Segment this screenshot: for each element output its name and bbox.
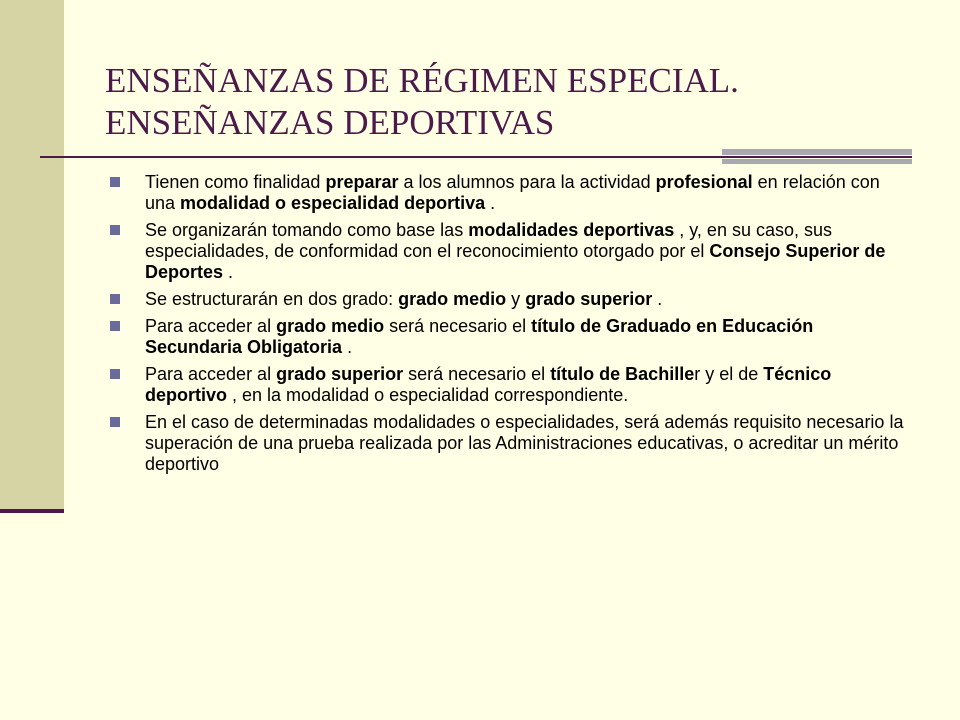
- title-underline: [40, 156, 912, 158]
- side-decoration-line: [0, 509, 64, 513]
- text-run: En el caso de determinadas modalidades o especialidades, será además requisito necesario la superación de una prueba realizada por las Administraciones educativas, o acreditar un mérito deportivo: [145, 412, 904, 474]
- text-run: y: [506, 289, 526, 309]
- bullet-list: [110, 172, 910, 481]
- bold-run: título de Graduado en Educación Secundaria Obligatoria: [145, 316, 814, 357]
- bullet-text: [145, 364, 831, 405]
- square-bullet-icon: [110, 225, 120, 235]
- text-run: , y, en su caso, sus especialidades, de conformidad con el reconocimiento otorgado por el: [145, 220, 833, 261]
- bold-run: profesional: [655, 172, 753, 192]
- square-bullet-icon: [110, 417, 120, 427]
- bullet-text: [145, 316, 813, 357]
- square-bullet-icon: [110, 369, 120, 379]
- bullet-item: [110, 172, 910, 214]
- title-accent-bar-lower: [722, 159, 912, 164]
- text-run: Para acceder al: [145, 364, 277, 384]
- bullet-item: [110, 289, 910, 310]
- bullet-item: [110, 364, 910, 406]
- text-run: a los alumnos para la actividad: [398, 172, 656, 192]
- bold-run: modalidades deportivas: [468, 220, 675, 240]
- bullet-text: [145, 289, 662, 309]
- side-decoration-bar: [0, 0, 64, 512]
- text-run: .: [223, 262, 234, 282]
- title-accent-bar: [722, 149, 912, 155]
- text-run: Se organizarán tomando como base las: [145, 220, 469, 240]
- text-run: Tienen como finalidad: [145, 172, 326, 192]
- bold-run: grado medio: [276, 316, 385, 336]
- bullet-item: [110, 412, 910, 475]
- text-run: será necesario el: [403, 364, 551, 384]
- square-bullet-icon: [110, 321, 120, 331]
- text-run: .: [652, 289, 663, 309]
- title-line-1: ENSEÑANZAS DE RÉGIMEN ESPECIAL.: [105, 61, 739, 100]
- bullet-item: [110, 316, 910, 358]
- text-run: Se estructurarán en dos grado:: [145, 289, 399, 309]
- text-run: r y el de: [694, 364, 764, 384]
- text-run: , en la modalidad o especialidad correspondiente.: [227, 385, 629, 405]
- text-run: Para acceder al: [145, 316, 277, 336]
- text-run: .: [342, 337, 353, 357]
- bullet-text: [145, 172, 880, 213]
- title-line-2: ENSEÑANZAS DEPORTIVAS: [105, 103, 555, 142]
- bullet-text: [145, 412, 903, 474]
- bold-run: título de Bachille: [550, 364, 695, 384]
- text-run: .: [485, 193, 496, 213]
- bold-run: Técnico deportivo: [145, 364, 832, 405]
- bold-run: Consejo Superior de Deportes: [145, 241, 886, 282]
- square-bullet-icon: [110, 294, 120, 304]
- square-bullet-icon: [110, 177, 120, 187]
- bullet-text: [145, 220, 885, 282]
- text-run: será necesario el: [384, 316, 532, 336]
- slide-title: [105, 60, 925, 144]
- text-run: en relación con una: [145, 172, 880, 213]
- bullet-item: [110, 220, 910, 283]
- bold-run: grado superior: [276, 364, 404, 384]
- bold-run: modalidad o especialidad deportiva: [180, 193, 486, 213]
- bold-run: grado superior: [525, 289, 653, 309]
- bold-run: preparar: [325, 172, 399, 192]
- bold-run: grado medio: [398, 289, 507, 309]
